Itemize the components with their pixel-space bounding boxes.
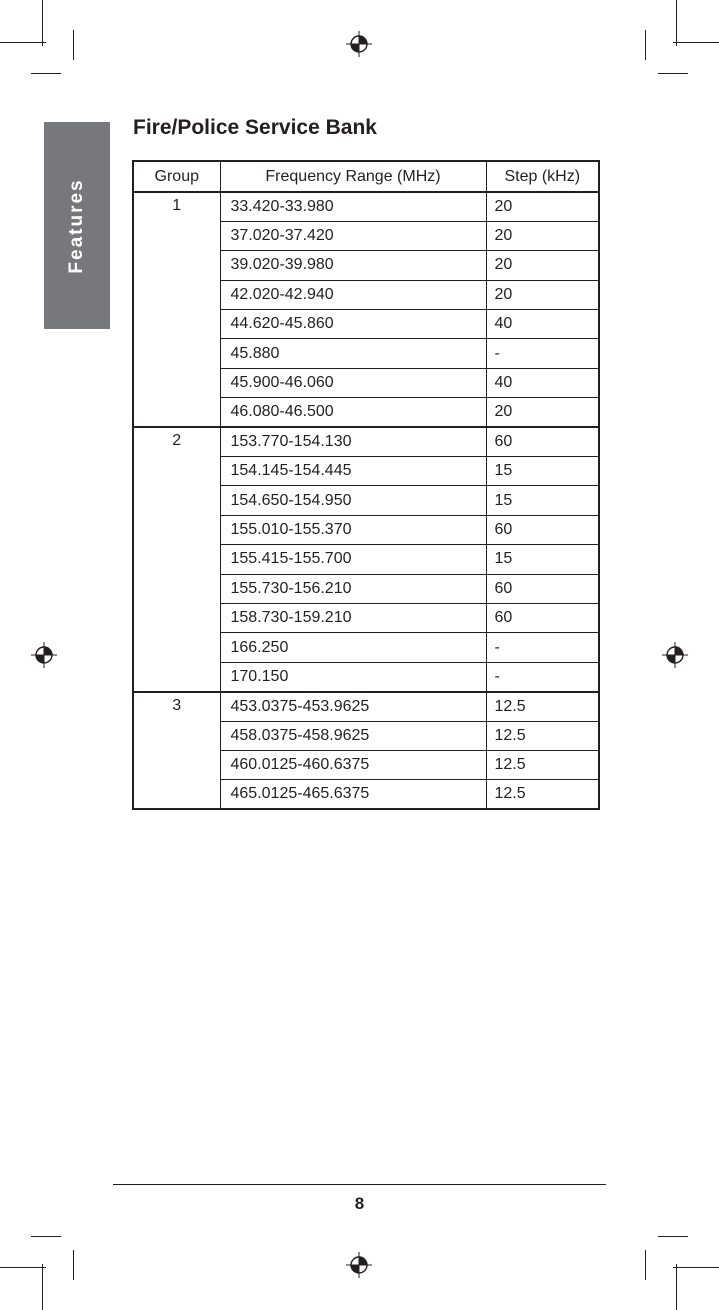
table-row: [133, 692, 599, 721]
crop-mark: [73, 30, 74, 60]
frequency-range-cell: 460.0125-460.6375: [220, 750, 486, 779]
footer-divider: [113, 1184, 606, 1185]
frequency-range-cell: 153.770-154.130: [220, 427, 486, 456]
step-cell: 20: [486, 221, 599, 250]
section-tab-label: Features: [66, 177, 87, 274]
crop-mark: [673, 1267, 719, 1268]
frequency-range-cell: 154.650-154.950: [220, 486, 486, 515]
page-title: Fire/Police Service Bank: [133, 116, 377, 139]
frequency-range-cell: 46.080-46.500: [220, 398, 486, 427]
crop-mark: [42, 1264, 43, 1310]
step-cell: 15: [486, 545, 599, 574]
frequency-range-cell: 44.620-45.860: [220, 310, 486, 339]
step-cell: -: [486, 633, 599, 662]
step-cell: 60: [486, 427, 599, 456]
table-header-row: [133, 161, 599, 192]
step-cell: 15: [486, 457, 599, 486]
group-cell: 3: [133, 692, 220, 810]
frequency-range-cell: 166.250: [220, 633, 486, 662]
frequency-range-cell: 155.730-156.210: [220, 574, 486, 603]
crop-mark: [31, 1236, 61, 1237]
registration-mark-icon: [662, 642, 688, 668]
crop-mark: [676, 0, 677, 46]
table-row: [133, 427, 599, 456]
registration-mark-icon: [346, 1252, 372, 1278]
step-cell: 12.5: [486, 750, 599, 779]
table-row: [133, 192, 599, 221]
step-cell: 20: [486, 280, 599, 309]
step-cell: 40: [486, 368, 599, 397]
column-header-step: Step (kHz): [486, 161, 599, 192]
step-cell: 12.5: [486, 780, 599, 809]
frequency-range-cell: 158.730-159.210: [220, 603, 486, 632]
crop-mark: [658, 1236, 688, 1237]
step-cell: 20: [486, 192, 599, 221]
group-cell: 2: [133, 427, 220, 692]
step-cell: 15: [486, 486, 599, 515]
frequency-table: [132, 160, 600, 810]
step-cell: -: [486, 662, 599, 691]
crop-mark: [673, 42, 719, 43]
page-number: 8: [354, 1194, 365, 1213]
column-header-group: Group: [133, 161, 220, 192]
crop-mark: [0, 42, 46, 43]
step-cell: 40: [486, 310, 599, 339]
frequency-range-cell: 453.0375-453.9625: [220, 692, 486, 721]
frequency-range-cell: 45.880: [220, 339, 486, 368]
crop-mark: [31, 73, 61, 74]
frequency-range-cell: 155.010-155.370: [220, 515, 486, 544]
frequency-range-cell: 45.900-46.060: [220, 368, 486, 397]
frequency-range-cell: 155.415-155.700: [220, 545, 486, 574]
step-cell: 12.5: [486, 721, 599, 750]
step-cell: 60: [486, 603, 599, 632]
crop-mark: [645, 1250, 646, 1280]
step-cell: 12.5: [486, 692, 599, 721]
frequency-range-cell: 39.020-39.980: [220, 251, 486, 280]
crop-mark: [73, 1250, 74, 1280]
step-cell: 60: [486, 574, 599, 603]
frequency-range-cell: 465.0125-465.6375: [220, 780, 486, 809]
frequency-range-cell: 170.150: [220, 662, 486, 691]
crop-mark: [0, 1267, 46, 1268]
table-body: [133, 192, 599, 809]
section-side-tab: [44, 122, 110, 329]
registration-mark-icon: [31, 642, 57, 668]
registration-mark-icon: [346, 31, 372, 57]
frequency-range-cell: 42.020-42.940: [220, 280, 486, 309]
step-cell: 60: [486, 515, 599, 544]
crop-mark: [645, 30, 646, 60]
frequency-range-cell: 33.420-33.980: [220, 192, 486, 221]
step-cell: 20: [486, 251, 599, 280]
column-header-range: Frequency Range (MHz): [220, 161, 486, 192]
frequency-range-cell: 154.145-154.445: [220, 457, 486, 486]
crop-mark: [676, 1264, 677, 1310]
group-cell: 1: [133, 192, 220, 427]
frequency-range-cell: 37.020-37.420: [220, 221, 486, 250]
frequency-range-cell: 458.0375-458.9625: [220, 721, 486, 750]
step-cell: -: [486, 339, 599, 368]
crop-mark: [42, 0, 43, 46]
step-cell: 20: [486, 398, 599, 427]
crop-mark: [658, 73, 688, 74]
